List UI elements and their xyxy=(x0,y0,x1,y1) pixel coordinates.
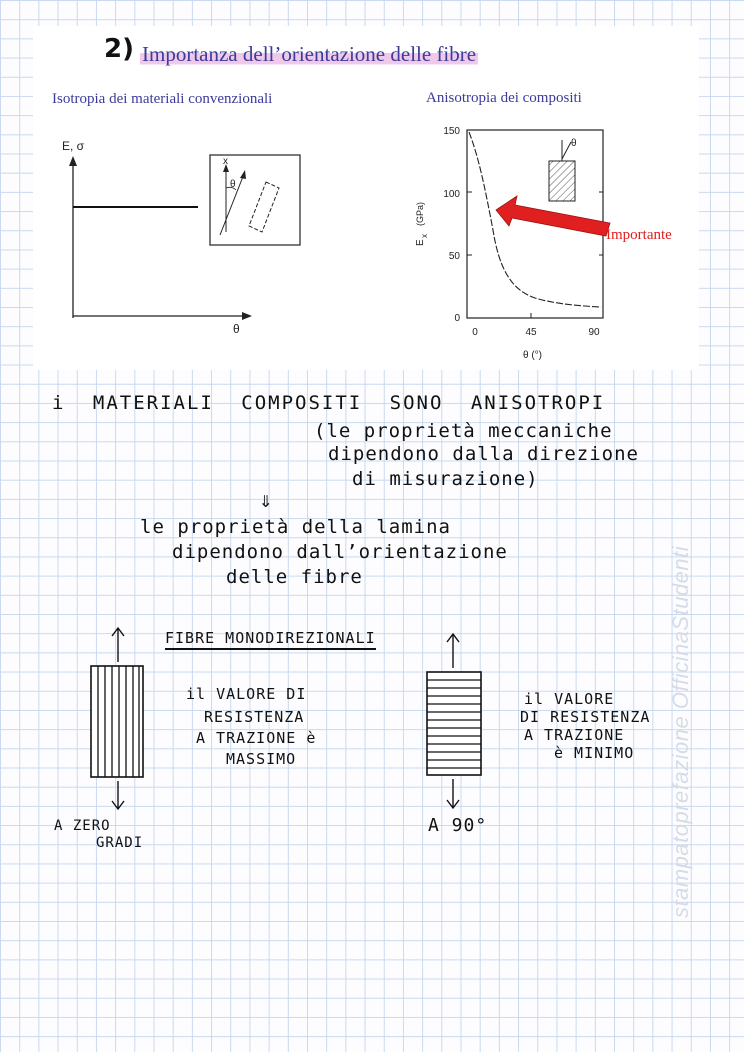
y-tick-50: 50 xyxy=(448,251,460,262)
x-tick-90: 90 xyxy=(588,327,600,338)
specimen-ninety-degrees xyxy=(420,630,486,814)
isotropy-plot xyxy=(40,130,320,350)
anisotropy-y-label xyxy=(415,202,429,246)
ninety-text-2: DI RESISTENZA xyxy=(520,708,651,726)
notes-arrow-down: ⇓ xyxy=(259,488,274,513)
notes-line-2: (le proprietà meccaniche xyxy=(314,420,613,442)
ninety-text-1: il VALORE xyxy=(524,690,615,708)
notes-line-7: delle fibre xyxy=(226,566,363,588)
notes-line-6: dipendono dall’orientazione xyxy=(172,541,508,563)
isotropy-y-arrow xyxy=(69,156,77,166)
zero-text-1: il VALORE DI xyxy=(186,685,307,703)
zero-text-3: A TRAZIONE è xyxy=(196,729,317,747)
y-tick-150: 150 xyxy=(443,126,460,137)
slide-number: 2) xyxy=(104,34,134,64)
ninety-text-3: A TRAZIONE xyxy=(524,726,625,744)
notes-line-1: i MATERIALI COMPOSITI SONO ANISOTROPI xyxy=(52,392,606,414)
zero-specimen-body xyxy=(91,666,143,777)
anisotropy-y-label-main: E xyxy=(415,239,426,246)
y-tick-100: 100 xyxy=(443,189,460,200)
inset-specimen xyxy=(249,182,279,232)
right-heading: Anisotropia dei compositi xyxy=(426,90,582,106)
anisotropy-inset-fiber xyxy=(562,142,571,159)
notes-line-3: dipendono dalla direzione xyxy=(328,443,639,465)
notes-line-5: le proprietà della lamina xyxy=(140,516,451,538)
section-title: FIBRE MONODIREZIONALI xyxy=(165,629,376,650)
watermark: stampatoprefazione OfficinaStudenti xyxy=(668,545,693,918)
specimen-zero-degrees xyxy=(84,624,150,814)
isotropy-x-arrow xyxy=(242,312,252,320)
notes-line-4: di misurazione) xyxy=(352,468,539,490)
anisotropy-plot xyxy=(405,118,700,368)
importance-arrow xyxy=(496,196,610,236)
x-tick-0: 0 xyxy=(472,327,478,338)
anisotropy-x-ticks xyxy=(472,313,600,338)
anisotropy-inset-specimen xyxy=(549,161,575,201)
zero-label-2: GRADI xyxy=(96,835,144,851)
left-heading: Isotropia dei materiali convenzionali xyxy=(52,91,273,107)
zero-text-4: MASSIMO xyxy=(226,750,297,768)
anisotropy-inset-theta: θ xyxy=(571,138,577,149)
zero-text-2: RESISTENZA xyxy=(204,708,305,726)
importance-label: Importante xyxy=(606,227,672,243)
inset-fiber-arrow xyxy=(240,170,246,179)
inset-x-label: x xyxy=(223,156,228,167)
inset-theta-label: θ xyxy=(230,179,236,190)
ninety-label: A 90° xyxy=(428,815,488,836)
isotropy-inset-frame xyxy=(210,155,300,245)
zero-label-1: A ZERO xyxy=(54,818,111,834)
isotropy-x-label: θ xyxy=(233,322,240,336)
ninety-text-4: è MINIMO xyxy=(554,744,635,762)
anisotropy-x-label: θ (°) xyxy=(523,350,542,361)
anisotropy-y-label-unit: (GPa) xyxy=(415,201,425,226)
isotropy-y-label: E, σ xyxy=(62,139,85,153)
anisotropy-y-label-sub: x xyxy=(420,234,429,238)
y-tick-0: 0 xyxy=(454,313,460,324)
x-tick-45: 45 xyxy=(525,327,537,338)
slide-title: Importanza dell’orientazione delle fibre xyxy=(142,42,477,66)
